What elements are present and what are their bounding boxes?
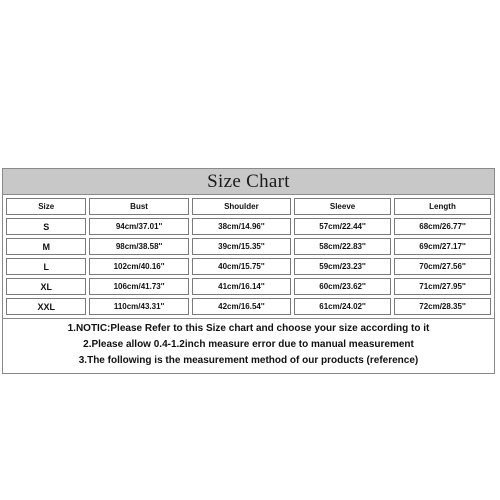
- table-row: [6, 278, 491, 295]
- bust-cell: 106cm/41.73'': [89, 278, 188, 295]
- size-cell: S: [6, 218, 86, 235]
- note-2: 2.Please allow 0.4-1.2inch measure error due to manual measurement: [83, 339, 414, 350]
- size-cell: XL: [6, 278, 86, 295]
- chart-title: Size Chart: [3, 169, 494, 195]
- length-cell: 70cm/27.56'': [394, 258, 491, 275]
- table-row: [6, 218, 491, 235]
- sleeve-cell: 61cm/24.02'': [294, 298, 391, 315]
- note-1: 1.NOTIC:Please Refer to this Size chart and choose your size according to it: [67, 323, 430, 334]
- table-header-row: [6, 198, 491, 215]
- size-chart: [2, 168, 495, 374]
- shoulder-cell: 39cm/15.35'': [192, 238, 291, 255]
- size-cell: M: [6, 238, 86, 255]
- header-sleeve: Sleeve: [294, 198, 391, 215]
- shoulder-cell: 41cm/16.14'': [192, 278, 291, 295]
- bust-cell: 102cm/40.16'': [89, 258, 188, 275]
- table-row: [6, 238, 491, 255]
- bust-cell: 98cm/38.58'': [89, 238, 188, 255]
- sleeve-cell: 60cm/23.62'': [294, 278, 391, 295]
- bust-cell: 110cm/43.31'': [89, 298, 188, 315]
- header-size: Size: [6, 198, 86, 215]
- notes-section: [3, 318, 494, 373]
- shoulder-cell: 42cm/16.54'': [192, 298, 291, 315]
- sleeve-cell: 59cm/23.23'': [294, 258, 391, 275]
- shoulder-cell: 40cm/15.75'': [192, 258, 291, 275]
- size-cell: L: [6, 258, 86, 275]
- length-cell: 69cm/27.17'': [394, 238, 491, 255]
- shoulder-cell: 38cm/14.96'': [192, 218, 291, 235]
- sleeve-cell: 58cm/22.83'': [294, 238, 391, 255]
- table-row: [6, 298, 491, 315]
- header-length: Length: [394, 198, 491, 215]
- length-cell: 72cm/28.35'': [394, 298, 491, 315]
- table-row: [6, 258, 491, 275]
- header-shoulder: Shoulder: [192, 198, 291, 215]
- length-cell: 68cm/26.77'': [394, 218, 491, 235]
- sleeve-cell: 57cm/22.44'': [294, 218, 391, 235]
- header-bust: Bust: [89, 198, 188, 215]
- length-cell: 71cm/27.95'': [394, 278, 491, 295]
- size-table: [3, 195, 494, 318]
- size-cell: XXL: [6, 298, 86, 315]
- note-3: 3.The following is the measurement method of our products (reference): [78, 355, 419, 366]
- bust-cell: 94cm/37.01'': [89, 218, 188, 235]
